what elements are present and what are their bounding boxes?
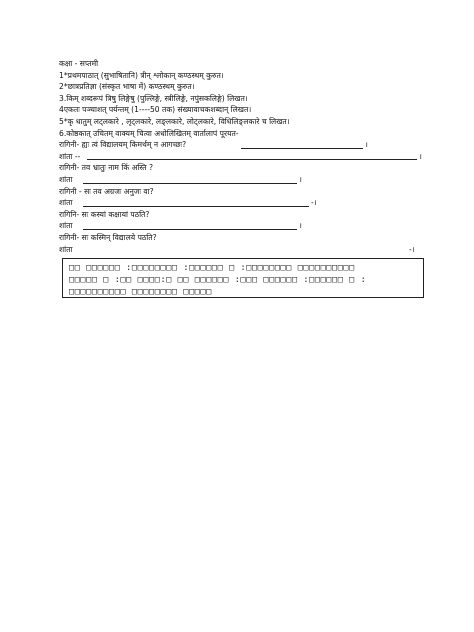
dialogue-text: सः तव अग्रजः अनुजः वा? — [84, 186, 154, 196]
dialogue-line-7 — [59, 209, 431, 221]
dialogue-line-6 — [59, 197, 431, 209]
instruction-2: 2*छात्रप्रतिज्ञा (संस्कृत भाषा में) कण्ठस्थम् कुरुत। — [59, 82, 195, 92]
speaker: रागिनी - — [59, 186, 82, 196]
instruction-4: 4एकतः पञ्चाशत् पर्यन्तम् (1----50 तक) संख्यावाचकशब्दान् लिखत। — [59, 105, 252, 115]
class-title: कक्षा - सप्तमी — [59, 59, 99, 68]
instruction-5: 5*कृ धातुम् लट्लकारे , लृट्लकारे, लङ्लकारे, लोट्लकारे, विधिलिङ्लकारे च लिखत। — [59, 116, 290, 126]
options-line-1: □□ □□□□□□ :□□□□□□□□ :□□□□□□ □ :□□□□□□□□ □□□□□□□□□□ — [69, 263, 355, 273]
dialogue-line-2 — [59, 151, 431, 163]
answer-blank — [87, 159, 417, 160]
worksheet-content — [59, 58, 431, 255]
speaker: शांता — [59, 221, 73, 231]
answer-blank — [241, 148, 363, 149]
dialogue-line-10 — [59, 244, 431, 256]
speaker: शांता — [59, 244, 73, 254]
dialogue-line-3 — [59, 162, 431, 174]
dialogue-text: सः कस्मिन् विद्यालये पठति? — [81, 232, 157, 242]
speaker: रागिनी- — [59, 163, 80, 173]
speaker: रागिनी- — [59, 232, 80, 242]
speaker: शांता — [59, 174, 73, 184]
dialogue-text: सः कस्यां कक्षायां पठति? — [81, 209, 150, 219]
line-end-mark: । — [299, 174, 302, 184]
speaker: रागिनि- — [59, 209, 80, 219]
options-box — [62, 258, 424, 298]
line-end-mark: । — [419, 151, 422, 161]
dialogue-line-8 — [59, 220, 431, 232]
answer-blank — [83, 206, 309, 207]
instruction-1: 1*प्रथमपाठात् (सुभाषितानि) त्रीन् श्लोकान् कण्ठस्थम् कुरुत। — [59, 70, 224, 80]
dialogue-line-9 — [59, 232, 431, 244]
line-end-mark: -। — [311, 198, 317, 208]
line-end-mark: -। — [409, 244, 415, 254]
speaker: शांता -- — [59, 151, 81, 161]
dialogue-line-5 — [59, 186, 431, 198]
line-end-mark: । — [299, 221, 302, 231]
options-line-3: □□□□□□□□□□ □□□□□□□□ □□□□□ — [69, 287, 212, 297]
speaker: शांता — [59, 198, 73, 208]
dialogue-line-1 — [59, 139, 431, 151]
dialogue-text: ह्यः त्वं विद्यालयम् किमर्थम् न आगच्छः? — [81, 140, 187, 150]
dialogue-text: तव भ्रातुः नाम किं अस्ति ? — [81, 163, 154, 173]
speaker: रागिनी- — [59, 140, 80, 150]
instruction-3: 3.किम् शब्दरूपं त्रिषु लिङ्गेषु (पुल्लिङ्गे, स्त्रीलिङ्गे, नपुंसकलिङ्गे) लिखत। — [59, 93, 248, 103]
answer-blank — [83, 229, 297, 230]
line-end-mark: । — [365, 140, 368, 150]
options-line-2: □□□□□ □ :□□ □□□□:□ □□ □□□□□□ :□□□ □□□□□□ :□□□□□□ □ : — [69, 275, 367, 285]
answer-blank — [83, 183, 297, 184]
instruction-6: 6.कोष्ठकात् उचितम् वाक्यम् चित्वा अधोलिखितम् वार्तालापं पूरयत- — [59, 128, 239, 138]
dialogue-line-4 — [59, 174, 431, 186]
